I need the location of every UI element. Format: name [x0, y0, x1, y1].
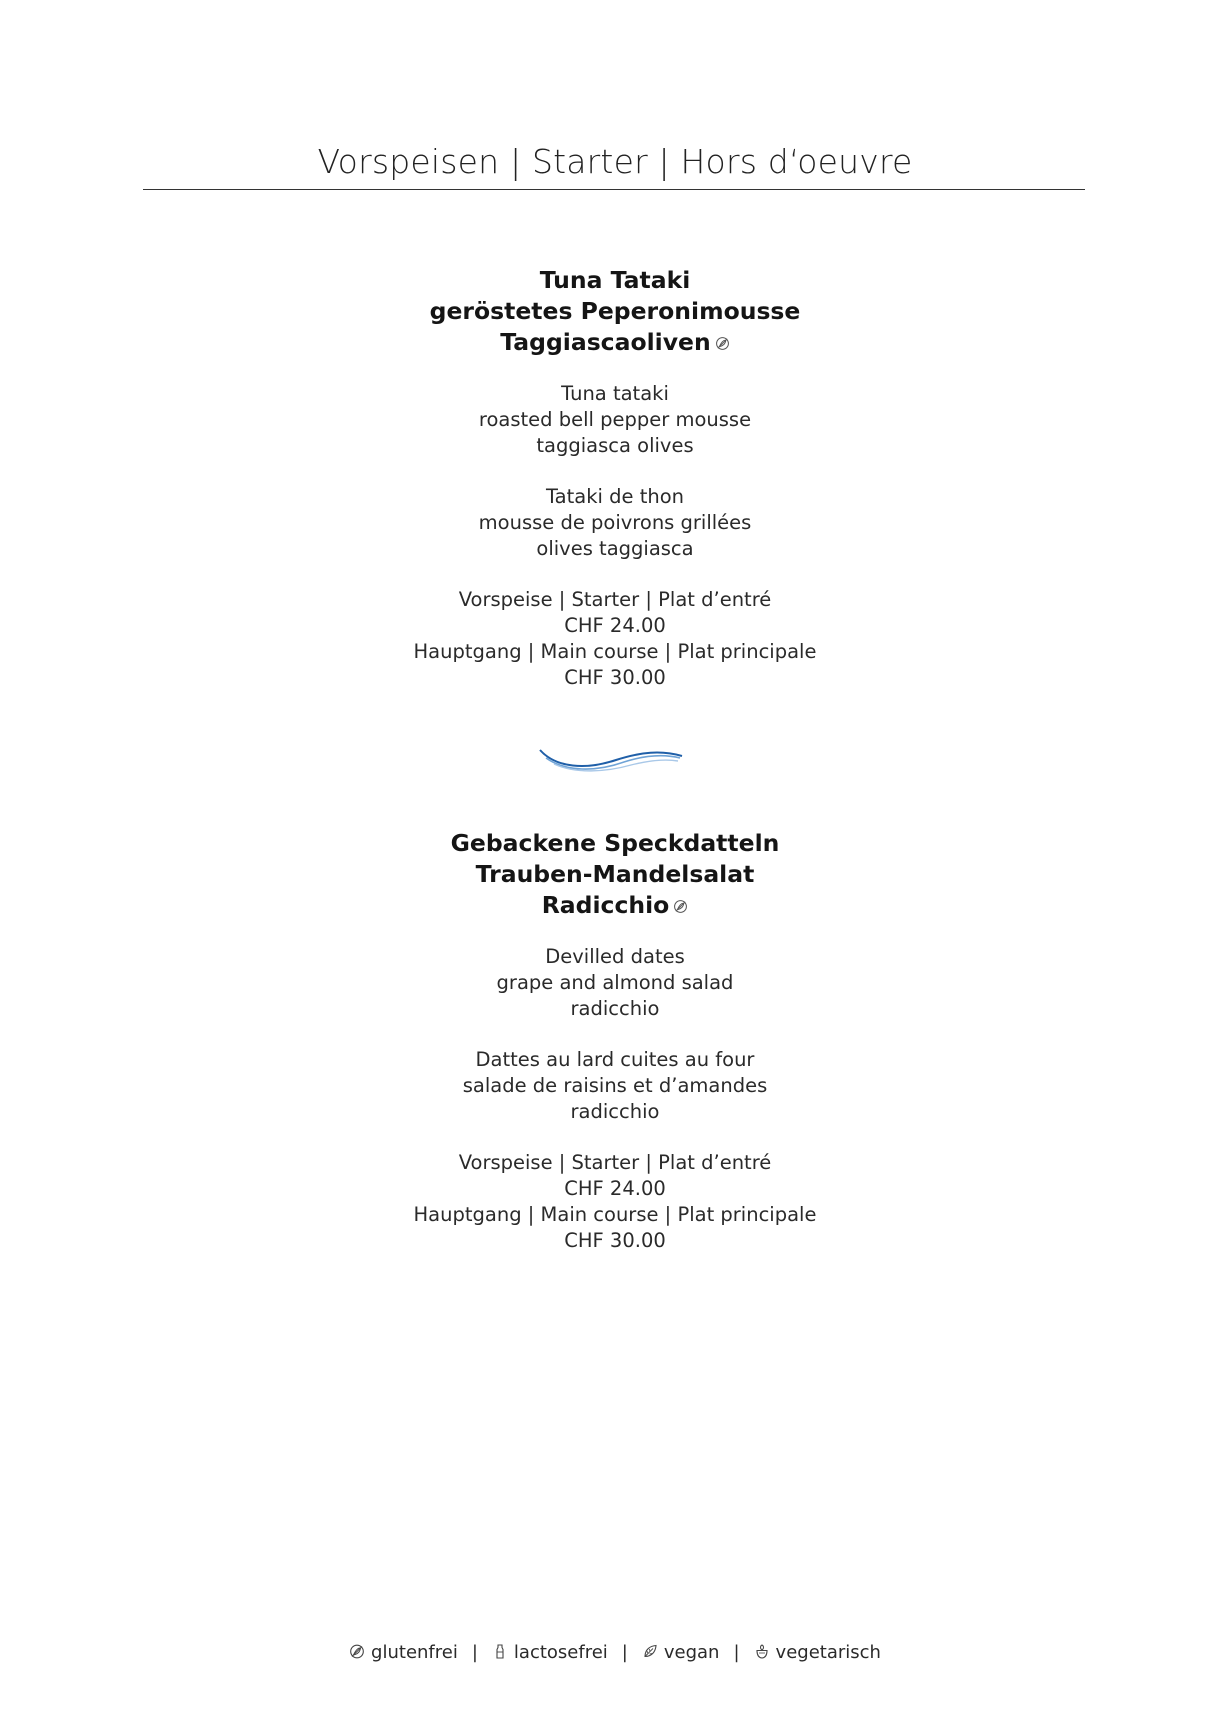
description-french [0, 484, 1222, 562]
legend-item-glutenfree [349, 1642, 458, 1663]
legend-label: glutenfrei [371, 1642, 458, 1663]
dish-name-line: Gebackene Speckdatteln [450, 829, 780, 857]
lactosefree-icon [492, 1643, 508, 1660]
dish-card [0, 828, 1222, 1254]
dish-card [0, 265, 1222, 691]
title-divider [143, 189, 1085, 190]
price-label-starter: Vorspeise | Starter | Plat d’entré [458, 588, 772, 611]
description-english [0, 944, 1222, 1022]
price-starter: CHF 24.00 [564, 1177, 666, 1200]
legend-separator: | [733, 1642, 740, 1663]
dish-name-line-with-badge: Taggiascaoliven [0, 327, 1222, 358]
description-line: grape and almond salad [496, 971, 734, 994]
description-line: Tataki de thon [545, 485, 684, 508]
price-starter: CHF 24.00 [564, 614, 666, 637]
price-label-main: Hauptgang | Main course | Plat principale [413, 1203, 817, 1226]
dish-name-line: geröstetes Peperonimousse [429, 297, 801, 325]
price-label-starter: Vorspeise | Starter | Plat d’entré [458, 1151, 772, 1174]
legend-item-lactosefree [492, 1642, 608, 1663]
dish-name-line-with-badge: Radicchio [0, 890, 1222, 921]
description-line: Devilled dates [545, 945, 685, 968]
legend-label: lactosefrei [513, 1642, 608, 1663]
description-line: roasted bell pepper mousse [478, 408, 752, 431]
description-french [0, 1047, 1222, 1125]
legend-label: vegan [663, 1642, 720, 1663]
legend-separator: | [621, 1642, 628, 1663]
description-line: salade de raisins et d’amandes [462, 1074, 768, 1097]
dish-name [0, 828, 1222, 921]
page-title: Vorspeisen | Starter | Hors d‘oeuvre [317, 142, 913, 181]
legend-label: vegetarisch [775, 1642, 881, 1663]
description-line: Dattes au lard cuites au four [475, 1048, 755, 1071]
vegetarian-icon [754, 1643, 770, 1660]
price-block [0, 587, 1222, 691]
price-label-main: Hauptgang | Main course | Plat principale [413, 640, 817, 663]
price-block [0, 1150, 1222, 1254]
wave-divider-icon [536, 740, 686, 780]
price-main: CHF 30.00 [564, 1229, 666, 1252]
dish-name [0, 265, 1222, 358]
glutenfree-icon [349, 1643, 365, 1660]
description-line: olives taggiasca [536, 537, 694, 560]
legend-item-vegetarian [754, 1642, 881, 1663]
glutenfree-icon [673, 899, 688, 914]
dish-name-line: Tuna Tataki [539, 266, 691, 294]
description-english [0, 381, 1222, 459]
description-line: mousse de poivrons grillées [478, 511, 752, 534]
description-line: radicchio [570, 997, 660, 1020]
description-line: taggiasca olives [536, 434, 694, 457]
price-main: CHF 30.00 [564, 666, 666, 689]
legend-separator: | [471, 1642, 478, 1663]
description-line: radicchio [570, 1100, 660, 1123]
dish-name-line: Trauben-Mandelsalat [475, 860, 755, 888]
legend-item-vegan [642, 1642, 720, 1663]
vegan-icon [642, 1643, 658, 1660]
description-line: Tuna tataki [561, 382, 669, 405]
allergen-legend [0, 1642, 1222, 1663]
glutenfree-icon [715, 336, 730, 351]
